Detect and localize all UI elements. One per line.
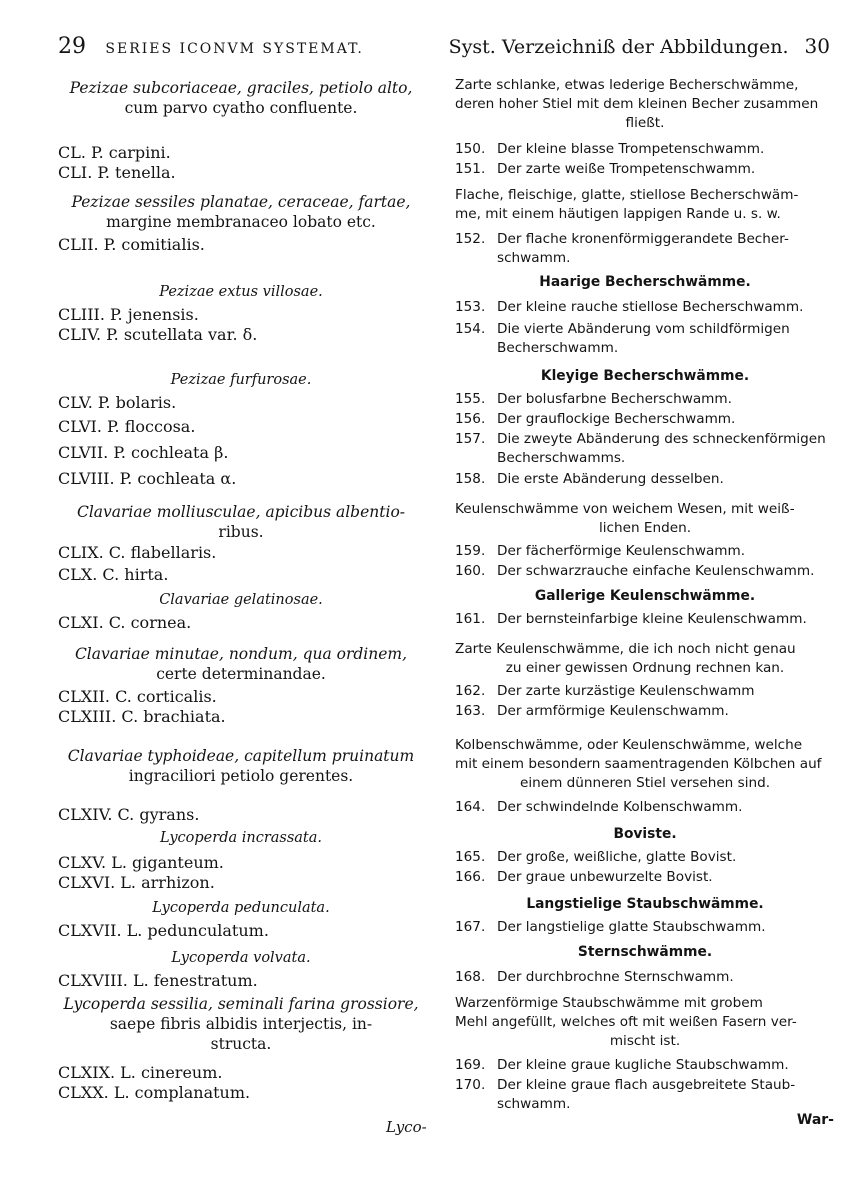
left-catchword: Lyco- xyxy=(386,1118,427,1136)
plate-entry: 160. Der schwarzrauche einfache Keulenschwamm. xyxy=(455,563,815,579)
group-heading: Clavariae molliusculae, apicibus albentio- ribus. xyxy=(76,503,406,541)
right-page-number: 30 xyxy=(804,34,830,58)
group-heading: Clavariae gelatinosae. xyxy=(159,592,323,608)
plate-entry: 163. Der armförmige Keulenschwamm. xyxy=(455,703,729,719)
group-description: Warzenförmige Staubschwämme mit grobem Mehl angefüllt, welches oft mit weißen Fasern ver- mischt ist. xyxy=(455,995,797,1049)
plate-entry: 168. Der durchbrochne Sternschwamm. xyxy=(455,969,734,985)
group-description: Flache, fleischige, glatte, stiellose Becherschwäm- me, mit einem häutigen lappigen Rande u. s. w. xyxy=(455,187,799,222)
group-heading: Haarige Becherschwämme. xyxy=(539,274,751,290)
plate-entry: 153. Der kleine rauche stiellose Becherschwamm. xyxy=(455,299,804,315)
plate-entry: 151. Der zarte weiße Trompetenschwamm. xyxy=(455,161,756,177)
group-heading: Pezizae sessiles planatae, ceraceae, fartae, margine membranaceo lobato etc. xyxy=(71,193,411,231)
plate-entry: 161. Der bernsteinfarbige kleine Keulenschwamm. xyxy=(455,611,807,627)
group-heading: Lycoperda incrassata. xyxy=(159,830,323,846)
plate-entry: CLXVIII. L. fenestratum. xyxy=(58,971,258,990)
plate-entry: CLX. C. hirta. xyxy=(58,565,169,584)
plate-entry: CLXIII. C. brachiata. xyxy=(58,707,226,726)
group-heading: Kleyige Becherschwämme. xyxy=(540,368,750,384)
group-heading: Lycoperda pedunculata. xyxy=(152,900,330,916)
plate-entry: CLXII. C. corticalis. xyxy=(58,687,217,706)
left-running-header xyxy=(58,34,364,59)
plate-entry: 169. Der kleine graue kugliche Staubschwamm. xyxy=(455,1057,789,1073)
plate-entry: 154. Die vierte Abänderung vom schildförmigen Becherschwamm. xyxy=(455,321,790,356)
right-running-title: Syst. Verzeichniß der Abbildungen. xyxy=(448,36,789,58)
plate-entry: 159. Der fächerförmige Keulenschwamm. xyxy=(455,543,746,559)
plate-entry: 156. Der grauflockige Becherschwamm. xyxy=(455,411,736,427)
plate-entry: CLXVII. L. pedunculatum. xyxy=(58,921,269,940)
group-description: Kolbenschwämme, oder Keulenschwämme, welche mit einem besondern saamentragenden Kölbchen auf einem dünneren Stiel versehen sind. xyxy=(455,737,822,791)
plate-entry: CL. P. carpini. xyxy=(58,143,171,162)
plate-entry: 155. Der bolusfarbne Becherschwamm. xyxy=(455,391,732,407)
plate-entry: CLXVI. L. arrhizon. xyxy=(58,873,215,892)
plate-entry: CLIII. P. jenensis. xyxy=(58,305,199,324)
group-description: Zarte schlanke, etwas lederige Becherschwämme, deren hoher Stiel mit dem kleinen Becher zusammen fließt. xyxy=(455,77,819,131)
plate-entry: CLI. P. tenella. xyxy=(58,163,176,182)
plate-entry: 152. Der flache kronenförmiggerandete Becher- schwamm. xyxy=(455,231,789,266)
group-heading: Lycoperda volvata. xyxy=(171,950,311,966)
group-heading: Clavariae minutae, nondum, qua ordinem, certe determinandae. xyxy=(74,645,408,683)
group-description: Keulenschwämme von weichem Wesen, mit weiß- lichen Enden. xyxy=(455,501,795,536)
plate-entry: CLV. P. bolaris. xyxy=(58,393,177,412)
plate-entry: 166. Der graue unbewurzelte Bovist. xyxy=(455,869,713,885)
group-heading: Clavariae typhoideae, capitellum pruinatum ingraciliori petiolo gerentes. xyxy=(67,747,415,785)
group-heading: Gallerige Keulenschwämme. xyxy=(534,588,756,604)
plate-entry: CLVII. P. cochleata β. xyxy=(58,443,229,462)
plate-entry: CLVIII. P. cochleata α. xyxy=(58,469,237,488)
plate-entry: CLXV. L. giganteum. xyxy=(58,853,224,872)
plate-entry: CLXIX. L. cinereum. xyxy=(58,1063,223,1082)
plate-entry: 157. Die zweyte Abänderung des schneckenförmigen Becherschwamms. xyxy=(455,431,826,466)
plate-entry: 150. Der kleine blasse Trompetenschwamm. xyxy=(455,141,765,157)
group-heading: Lycoperda sessilia, seminali farina grossiore, saepe fibris albidis interjectis, in- structa. xyxy=(63,995,419,1053)
plate-entry: 164. Der schwindelnde Kolbenschwamm. xyxy=(455,799,743,815)
group-heading: Langstielige Staubschwämme. xyxy=(526,896,764,912)
left-page-number: 29 xyxy=(58,34,86,59)
plate-entry: 162. Der zarte kurzästige Keulenschwamm xyxy=(455,683,755,699)
right-catchword: War- xyxy=(796,1112,834,1128)
group-description: Zarte Keulenschwämme, die ich noch nicht genau zu einer gewissen Ordnung rechnen kan. xyxy=(455,641,796,676)
group-heading: Sternschwämme. xyxy=(577,944,713,960)
plate-entry: CLVI. P. floccosa. xyxy=(58,417,196,436)
plate-entry: 170. Der kleine graue flach ausgebreitete Staub- schwamm. xyxy=(455,1077,796,1112)
group-heading: Boviste. xyxy=(613,826,677,842)
group-heading: Pezizae extus villosae. xyxy=(159,284,323,300)
plate-entry: 158. Die erste Abänderung desselben. xyxy=(455,471,724,487)
group-heading: Pezizae furfurosae. xyxy=(170,372,312,388)
plate-entry: 167. Der langstielige glatte Staubschwamm. xyxy=(455,919,766,935)
plate-entry: CLIV. P. scutellata var. δ. xyxy=(58,325,258,344)
plate-entry: CLIX. C. flabellaris. xyxy=(58,543,217,562)
group-heading: Pezizae subcoriaceae, graciles, petiolo alto, cum parvo cyatho confluente. xyxy=(69,79,413,117)
plate-entry: CLII. P. comitialis. xyxy=(58,235,205,254)
plate-entry: 165. Der große, weißliche, glatte Bovist. xyxy=(455,849,737,865)
left-running-title: SERIES ICONVM SYSTEMAT. xyxy=(105,41,364,57)
plate-entry: CLXI. C. cornea. xyxy=(58,613,192,632)
right-running-header xyxy=(449,34,830,58)
plate-entry: CLXIV. C. gyrans. xyxy=(58,805,200,824)
plate-entry: CLXX. L. complanatum. xyxy=(58,1083,251,1102)
